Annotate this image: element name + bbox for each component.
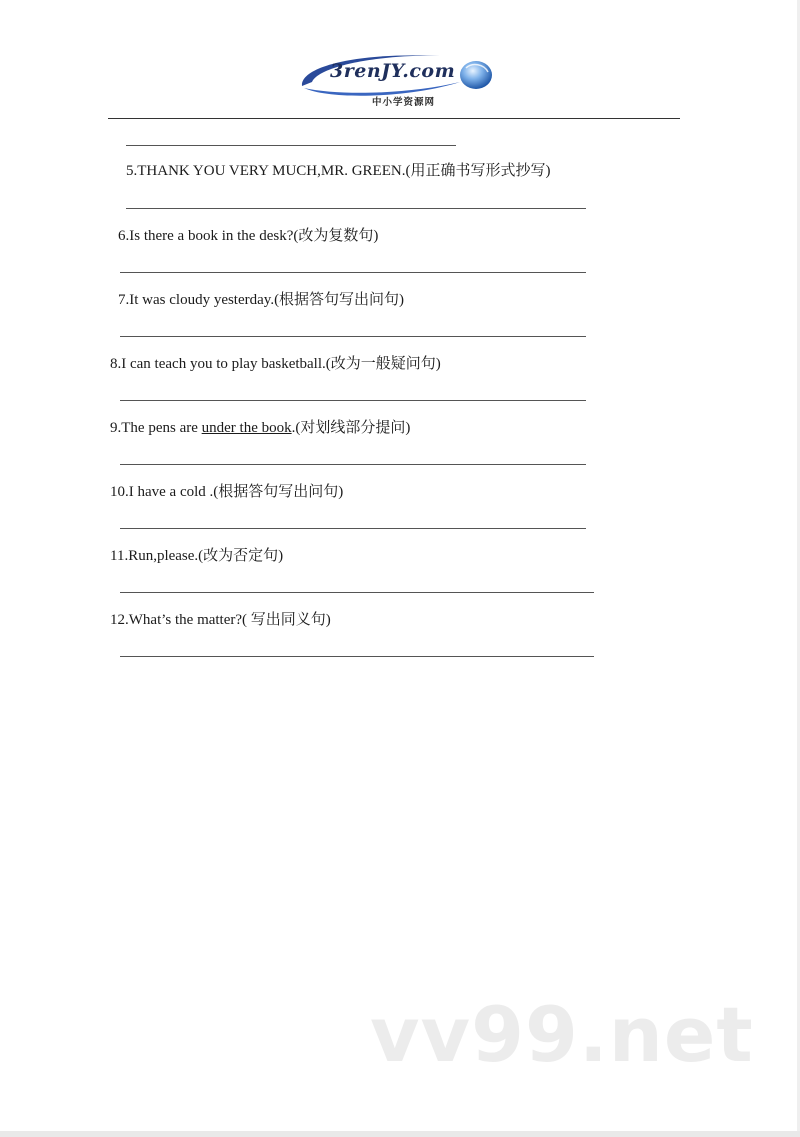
answer-line[interactable] [120,272,586,273]
question-12: 12.What’s the matter?( 写出同义句) [110,612,331,628]
question-9-instruction: .(对划线部分提问) [291,420,411,436]
answer-line[interactable] [126,208,586,209]
question-11: 11.Run,please.(改为否定句) [110,548,284,564]
site-logo[interactable] [290,48,500,112]
question-9-text: 9.The pens are [110,420,202,436]
logo-subtitle: 中小学资源网 [372,97,436,108]
answer-line[interactable] [120,656,594,657]
header-divider [108,118,680,119]
question-8: 8.I can teach you to play basketball.(改为一般疑问句) [110,356,441,372]
question-10: 10.I have a cold .(根据答句写出问句) [110,484,344,500]
question-9 [110,416,410,437]
answer-line[interactable] [126,145,456,146]
answer-line[interactable] [120,592,594,593]
watermark: vv99.net [370,990,754,1079]
question-9-underlined: under the book [201,420,292,436]
answer-line[interactable] [120,336,586,337]
question-5: 5.THANK YOU VERY MUCH,MR. GREEN.(用正确书写形式抄写) [126,163,551,179]
answer-line[interactable] [120,528,586,529]
page-bottom-edge [0,1131,800,1137]
answer-line[interactable] [120,400,586,401]
question-7: 7.It was cloudy yesterday.(根据答句写出问句) [118,292,405,308]
question-6: 6.Is there a book in the desk?(改为复数句) [118,228,379,244]
answer-line[interactable] [120,464,586,465]
logo-text: 3renJY.com [330,60,456,82]
